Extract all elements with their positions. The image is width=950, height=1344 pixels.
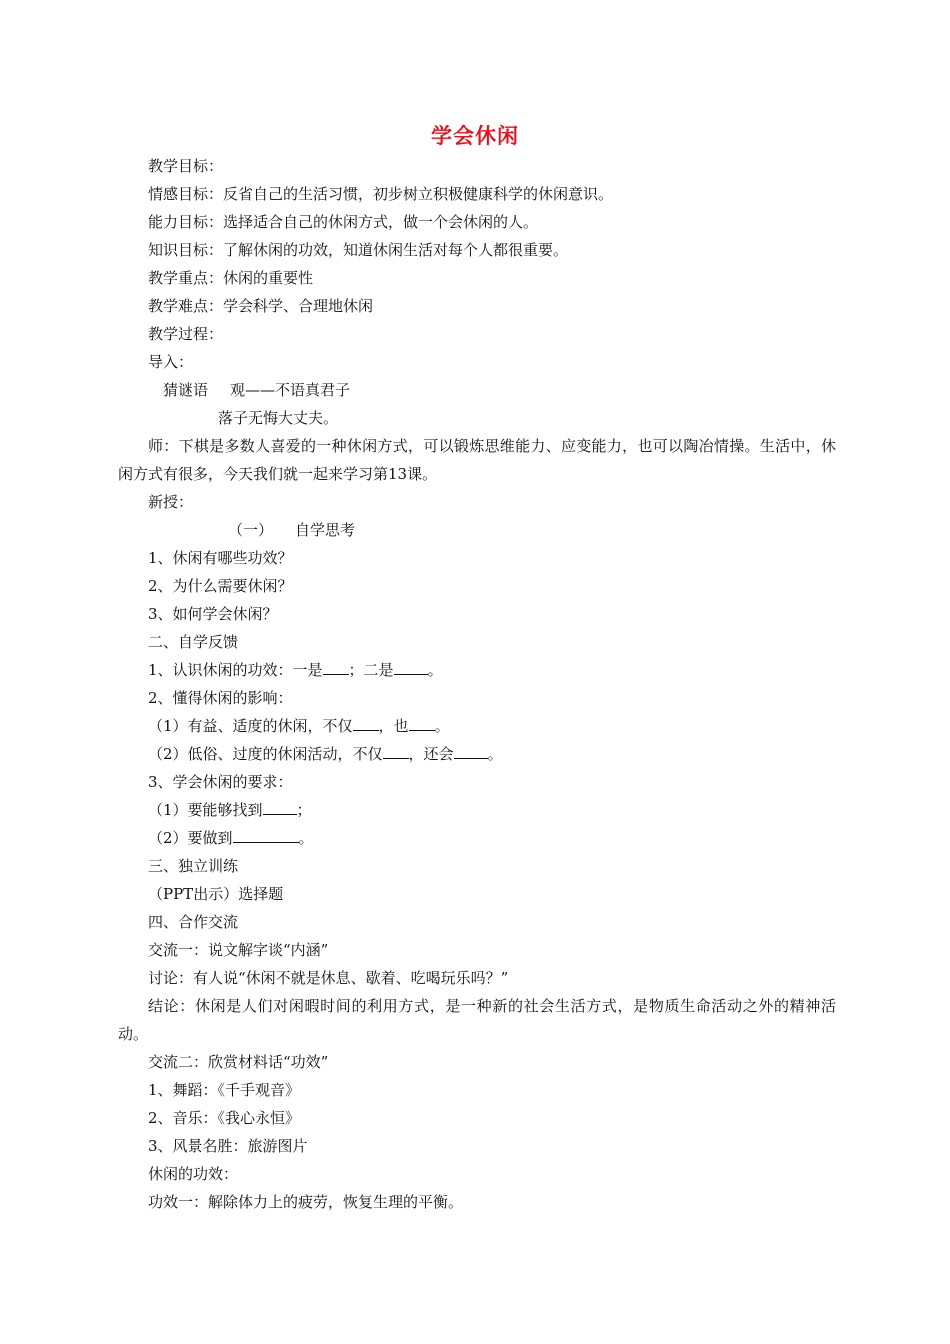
blank-line <box>409 714 435 731</box>
blank-line <box>233 826 299 843</box>
list-item: 2、音乐：《我心永恒》 <box>148 1109 301 1127</box>
section-heading: 四、合作交流 <box>148 913 239 931</box>
text-segment: 1、认识休闲的功效：一是 <box>148 661 323 679</box>
list-item: 2、为什么需要休闲？ <box>148 577 293 595</box>
text-segment: ；二是 <box>348 661 394 679</box>
subsection-number: （一） <box>228 521 274 539</box>
document-body <box>118 152 836 1216</box>
list-item: 3、学会休闲的要求： <box>148 773 293 791</box>
section-heading: 教学目标： <box>148 157 224 175</box>
text-segment: ，还会 <box>408 745 454 763</box>
riddle-label: 猜谜语 <box>163 381 209 399</box>
riddle-line <box>118 376 836 404</box>
section-heading: 三、独立训练 <box>148 857 239 875</box>
text-segment: 。 <box>427 661 443 679</box>
subsection-heading <box>118 516 836 544</box>
fill-in-item <box>118 824 836 852</box>
fill-in-item <box>118 796 836 824</box>
paragraph: 能力目标：选择适合自己的休闲方式，做一个会休闲的人。 <box>148 213 539 231</box>
text-segment: （1）有益、适度的休闲，不仅 <box>148 717 353 735</box>
riddle-text: 观——不语真君子 <box>230 381 351 399</box>
text-segment: ； <box>296 801 312 819</box>
riddle-line: 落子无悔大丈夫。 <box>218 409 339 427</box>
fill-in-item <box>118 740 836 768</box>
list-item: 3、如何学会休闲？ <box>148 605 278 623</box>
paragraph: 结论：休闲是人们对闲暇时间的利用方式，是一种新的社会生活方式，是物质生命活动之外的精神活动。 <box>118 997 836 1043</box>
blank-line <box>323 658 349 675</box>
text-segment: 。 <box>487 745 503 763</box>
list-item: 2、懂得休闲的影响： <box>148 689 293 707</box>
blank-line <box>263 798 297 815</box>
text-segment: （1）要能够找到 <box>148 801 263 819</box>
paragraph: （PPT出示）选择题 <box>148 885 284 903</box>
list-item: 1、休闲有哪些功效？ <box>148 549 293 567</box>
text-segment: （2）要做到 <box>148 829 233 847</box>
paragraph: 功效一：解除体力上的疲劳，恢复生理的平衡。 <box>148 1193 464 1211</box>
paragraph: 交流二：欣赏材料话“功效” <box>148 1053 329 1071</box>
section-heading: 导入： <box>148 353 194 371</box>
paragraph: 师：下棋是多数人喜爱的一种休闲方式，可以锻炼思维能力、应变能力，也可以陶冶情操。生活中，休闲方式有很多，今天我们就一起来学习第13课。 <box>118 437 836 483</box>
fill-in-item <box>118 712 836 740</box>
blank-line <box>383 742 409 759</box>
list-item: 1、舞蹈：《千手观音》 <box>148 1081 301 1099</box>
text-segment: （2）低俗、过度的休闲活动，不仅 <box>148 745 383 763</box>
document-title: 学会休闲 <box>431 124 519 148</box>
text-segment: ，也 <box>378 717 409 735</box>
section-heading: 新授： <box>148 493 194 511</box>
text-segment: 。 <box>298 829 314 847</box>
fill-in-item <box>118 656 836 684</box>
paragraph: 讨论：有人说“休闲不就是休息、歇着、吃喝玩乐吗？” <box>148 969 509 987</box>
paragraph: 知识目标：了解休闲的功效，知道休闲生活对每个人都很重要。 <box>148 241 569 259</box>
paragraph: 情感目标：反省自己的生活习惯，初步树立积极健康科学的休闲意识。 <box>148 185 614 203</box>
paragraph: 休闲的功效： <box>148 1165 239 1183</box>
blank-line <box>394 658 428 675</box>
text-segment: 。 <box>434 717 450 735</box>
section-heading: 教学过程： <box>148 325 224 343</box>
blank-line <box>454 742 488 759</box>
blank-line <box>353 714 379 731</box>
section-heading: 二、自学反馈 <box>148 633 239 651</box>
subsection-title: 自学思考 <box>295 521 356 539</box>
paragraph: 教学难点：学会科学、合理地休闲 <box>148 297 374 315</box>
paragraph: 教学重点：休闲的重要性 <box>148 269 314 287</box>
list-item: 3、风景名胜：旅游图片 <box>148 1137 308 1155</box>
paragraph: 交流一：说文解字谈“内涵” <box>148 941 329 959</box>
